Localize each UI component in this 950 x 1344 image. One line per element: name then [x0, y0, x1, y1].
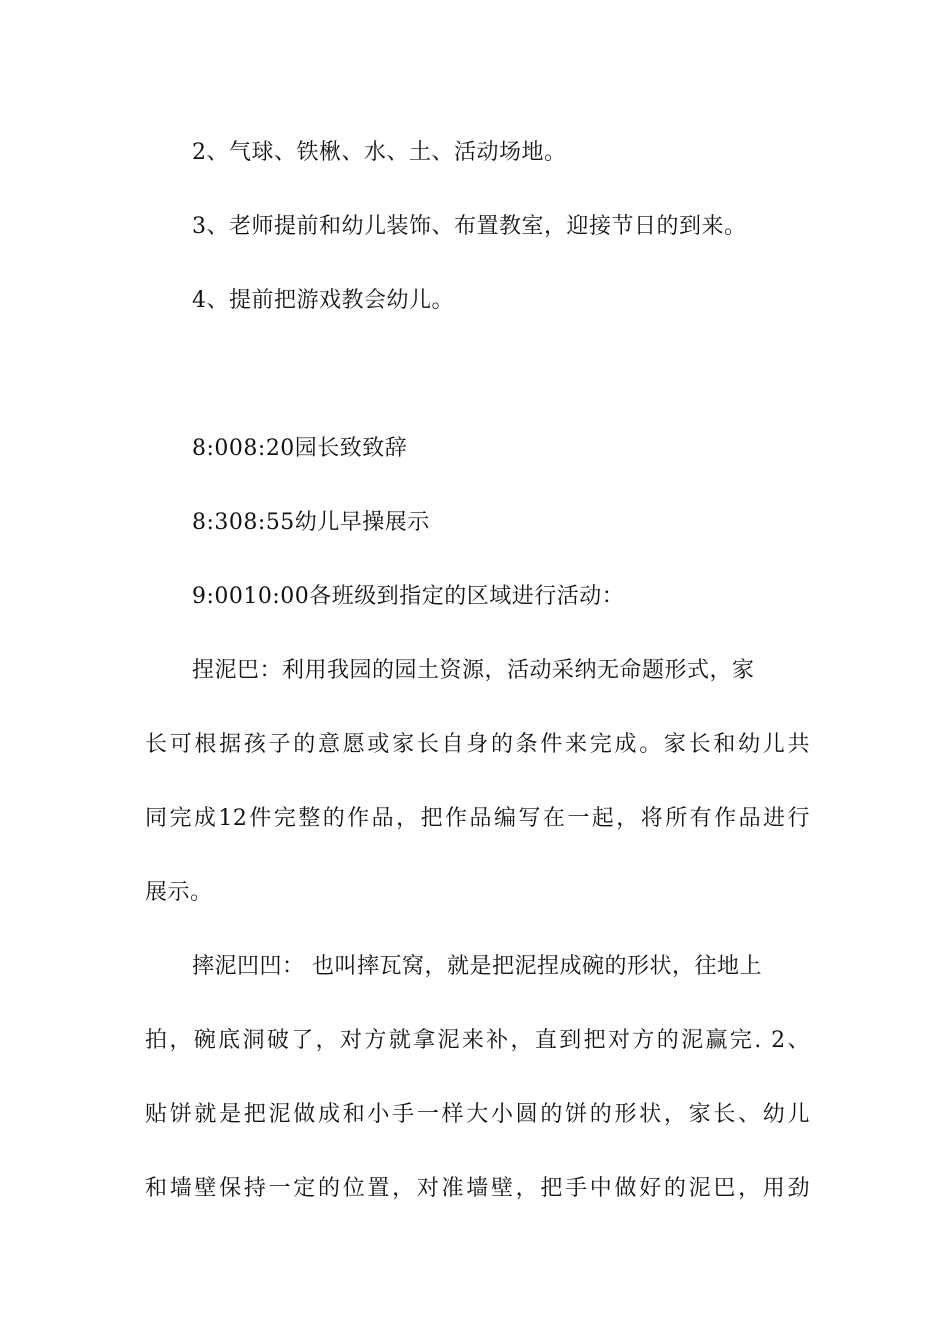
paragraph-throw-line-3: 贴饼就是把泥做成和小手一样大小圆的饼的形状，家长、幼儿 [145, 1102, 810, 1127]
list-item-materials: 2、气球、铁楸、水、土、活动场地。 [192, 140, 567, 165]
paragraph-mud-line-4: 展示。 [145, 880, 213, 905]
schedule-item-exercise: 8:308:55幼儿早操展示 [192, 510, 430, 535]
list-item-teach-games: 4、提前把游戏教会幼儿。 [192, 288, 454, 313]
schedule-item-speech: 8:008:20园长致致辞 [192, 436, 408, 461]
paragraph-mud-line-3: 同完成12件完整的作品，把作品编写在一起，将所有作品进行 [145, 806, 810, 831]
paragraph-throw-line-1: 摔泥凹凹： 也叫摔瓦窝，就是把泥捏成碗的形状，往地上 [192, 954, 762, 979]
paragraph-throw-line-4: 和墙壁保持一定的位置，对准墙壁，把手中做好的泥巴，用劲 [145, 1176, 810, 1201]
paragraph-throw-line-2: 拍，碗底洞破了，对方就拿泥来补，直到把对方的泥赢完. 2、 [145, 1028, 810, 1053]
paragraph-mud-line-1: 捏泥巴：利用我园的园土资源，活动采纳无命题形式，家 [192, 658, 755, 683]
paragraph-mud-line-2: 长可根据孩子的意愿或家长自身的条件来完成。家长和幼儿共 [145, 732, 810, 757]
list-item-classroom-decoration: 3、老师提前和幼儿装饰、布置教室，迎接节日的到来。 [192, 214, 747, 239]
schedule-item-activities: 9:0010:00各班级到指定的区域进行活动： [192, 584, 625, 609]
